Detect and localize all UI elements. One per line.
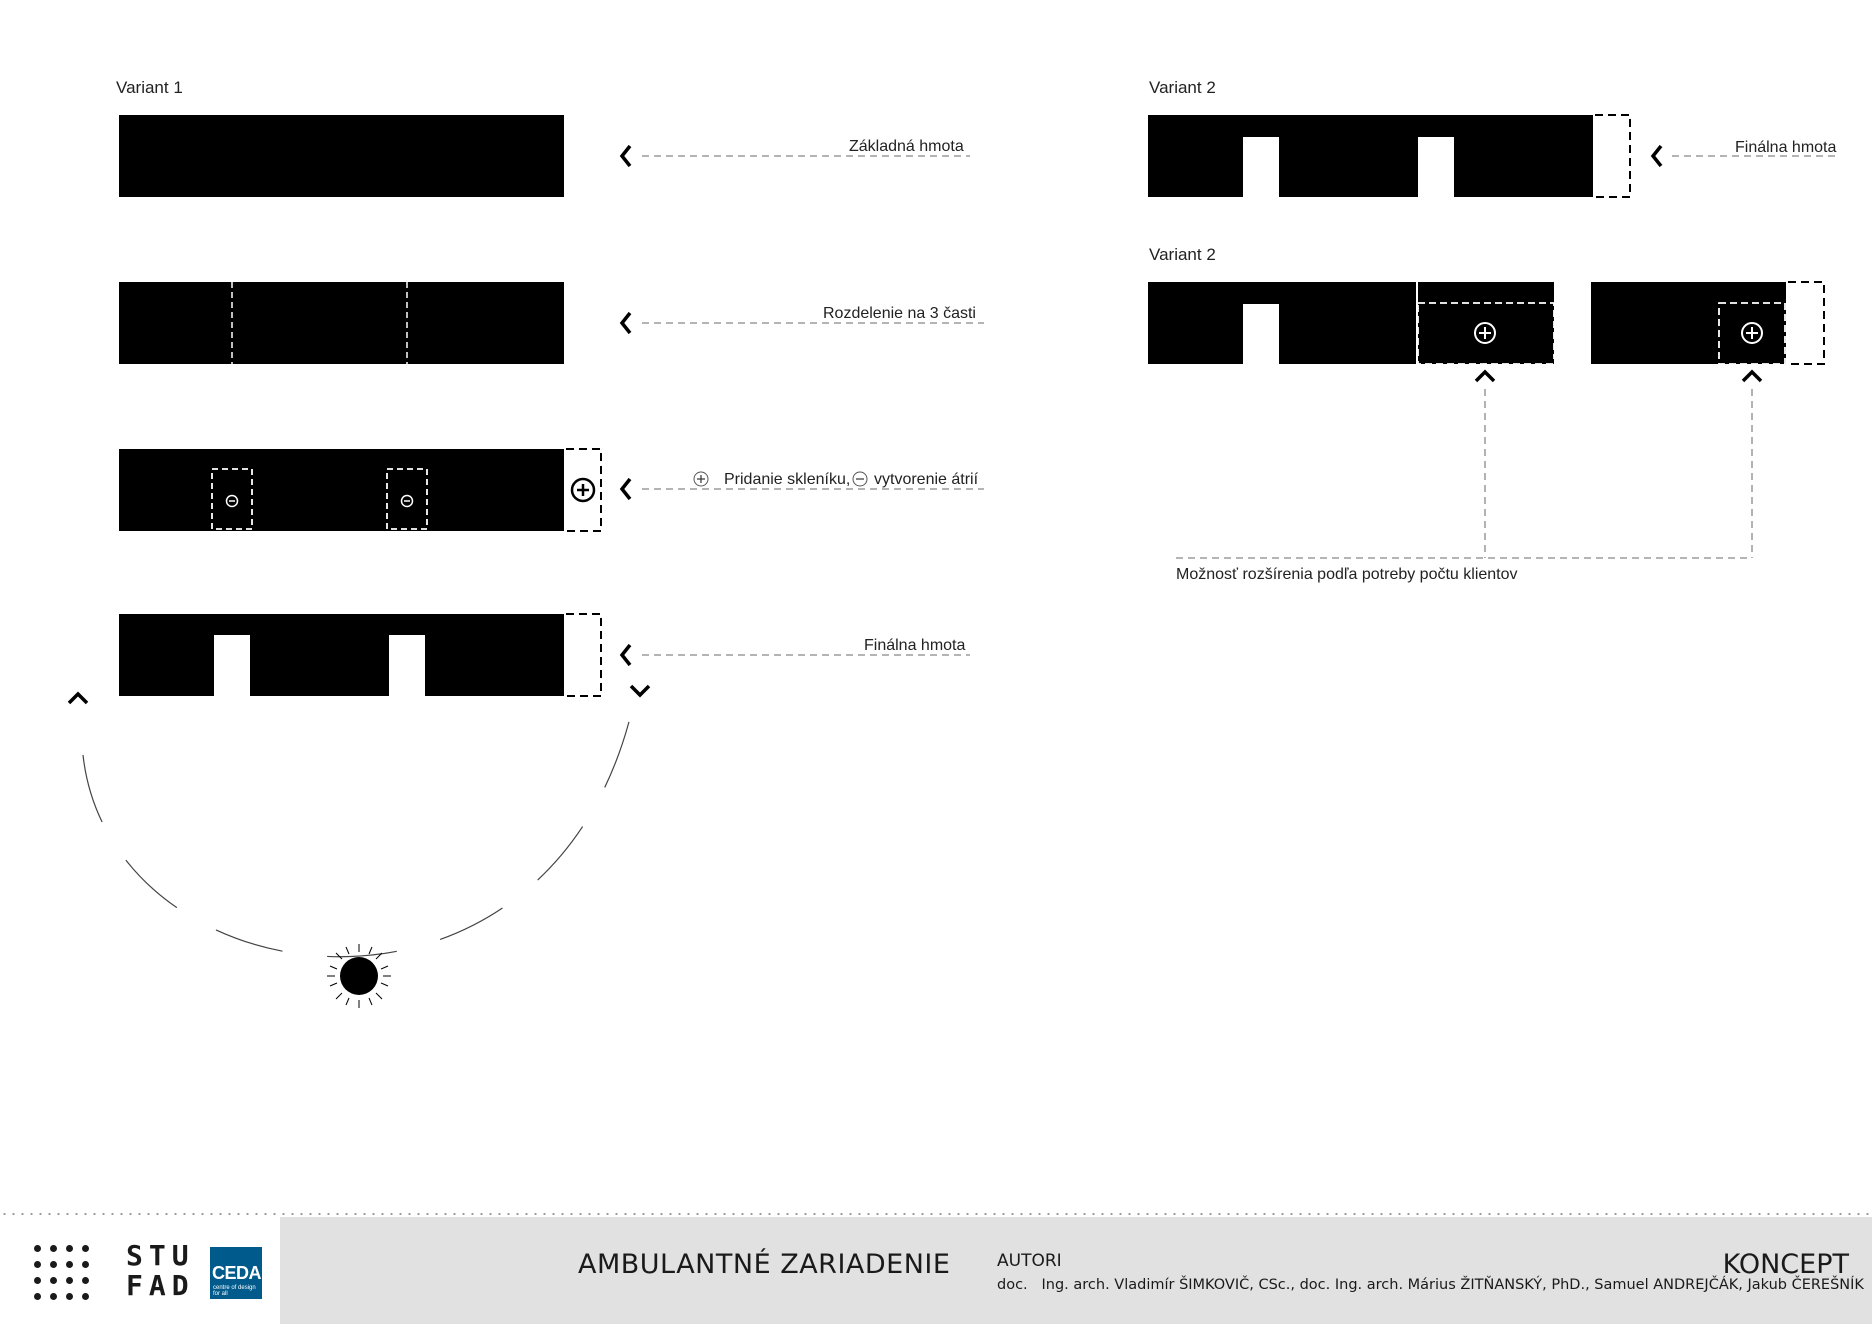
v2-expansion-mass bbox=[1148, 282, 1824, 364]
chevron-left-icon bbox=[1653, 146, 1661, 166]
chevron-up-icon bbox=[69, 694, 87, 703]
minus-circle-icon bbox=[853, 472, 867, 486]
chevron-up-icon bbox=[1743, 372, 1761, 381]
v2-expansion-leaders bbox=[1176, 372, 1761, 558]
footer-divider bbox=[0, 1213, 1872, 1215]
authors-heading: AUTORI bbox=[997, 1251, 1062, 1271]
variant2-top-title: Variant 2 bbox=[1149, 78, 1216, 97]
step3-label-minus: vytvorenie átrií bbox=[874, 471, 979, 488]
chevron-left-icon bbox=[622, 146, 630, 166]
step4-label: Finálna hmota bbox=[864, 637, 966, 654]
authors-line: doc. Ing. arch. Vladimír ŠIMKOVIČ, CSc., doc. Ing. arch. Márius ŽITŇANSKÝ, PhD., Samuel ANDREJČÁK, Jakub ČEREŠNÍK bbox=[997, 1277, 1864, 1293]
chevron-left-icon bbox=[622, 645, 630, 665]
v1-step1-base-mass bbox=[119, 115, 564, 197]
step2-label: Rozdelenie na 3 časti bbox=[823, 305, 976, 322]
plus-circle-icon bbox=[694, 472, 708, 486]
logo-zone bbox=[0, 1217, 280, 1324]
titleblock-panel bbox=[280, 1217, 1872, 1324]
step1-label: Základná hmota bbox=[849, 138, 964, 155]
chevron-down-icon bbox=[631, 686, 649, 695]
variant2-bottom-title: Variant 2 bbox=[1149, 245, 1216, 264]
ceda-subtitle: centre of design for all bbox=[213, 1285, 256, 1297]
footer-titleblock bbox=[0, 1213, 1872, 1324]
v1-step4-final-mass bbox=[119, 614, 601, 696]
plus-circle-icon bbox=[572, 479, 594, 501]
chevron-up-icon bbox=[1476, 372, 1494, 381]
v2-final-mass bbox=[1148, 115, 1630, 197]
ceda-logo bbox=[210, 1247, 262, 1299]
step3-label-plus: Pridanie skleníku, bbox=[724, 471, 851, 488]
v1-step3-mass bbox=[119, 449, 601, 531]
stu-text: STU bbox=[126, 1239, 195, 1272]
sheet-title: KONCEPT bbox=[1722, 1249, 1849, 1280]
chevron-left-icon bbox=[622, 479, 630, 499]
v1-step2-divided-mass bbox=[119, 282, 564, 364]
project-title: AMBULANTNÉ ZARIADENIE bbox=[578, 1249, 951, 1280]
stu-fad-logo-text bbox=[126, 1241, 195, 1301]
sun-icon bbox=[327, 944, 391, 1008]
variant2-final-label: Finálna hmota bbox=[1735, 139, 1837, 156]
ceda-word: CEDA bbox=[212, 1263, 262, 1283]
fad-text: FAD bbox=[126, 1269, 195, 1302]
sun-path bbox=[69, 686, 649, 957]
variant1-title: Variant 1 bbox=[116, 78, 183, 97]
expansion-label: Možnosť rozšírenia podľa potreby počtu klientov bbox=[1176, 566, 1518, 583]
chevron-left-icon bbox=[622, 313, 630, 333]
stu-dots-logo-icon bbox=[34, 1245, 90, 1301]
